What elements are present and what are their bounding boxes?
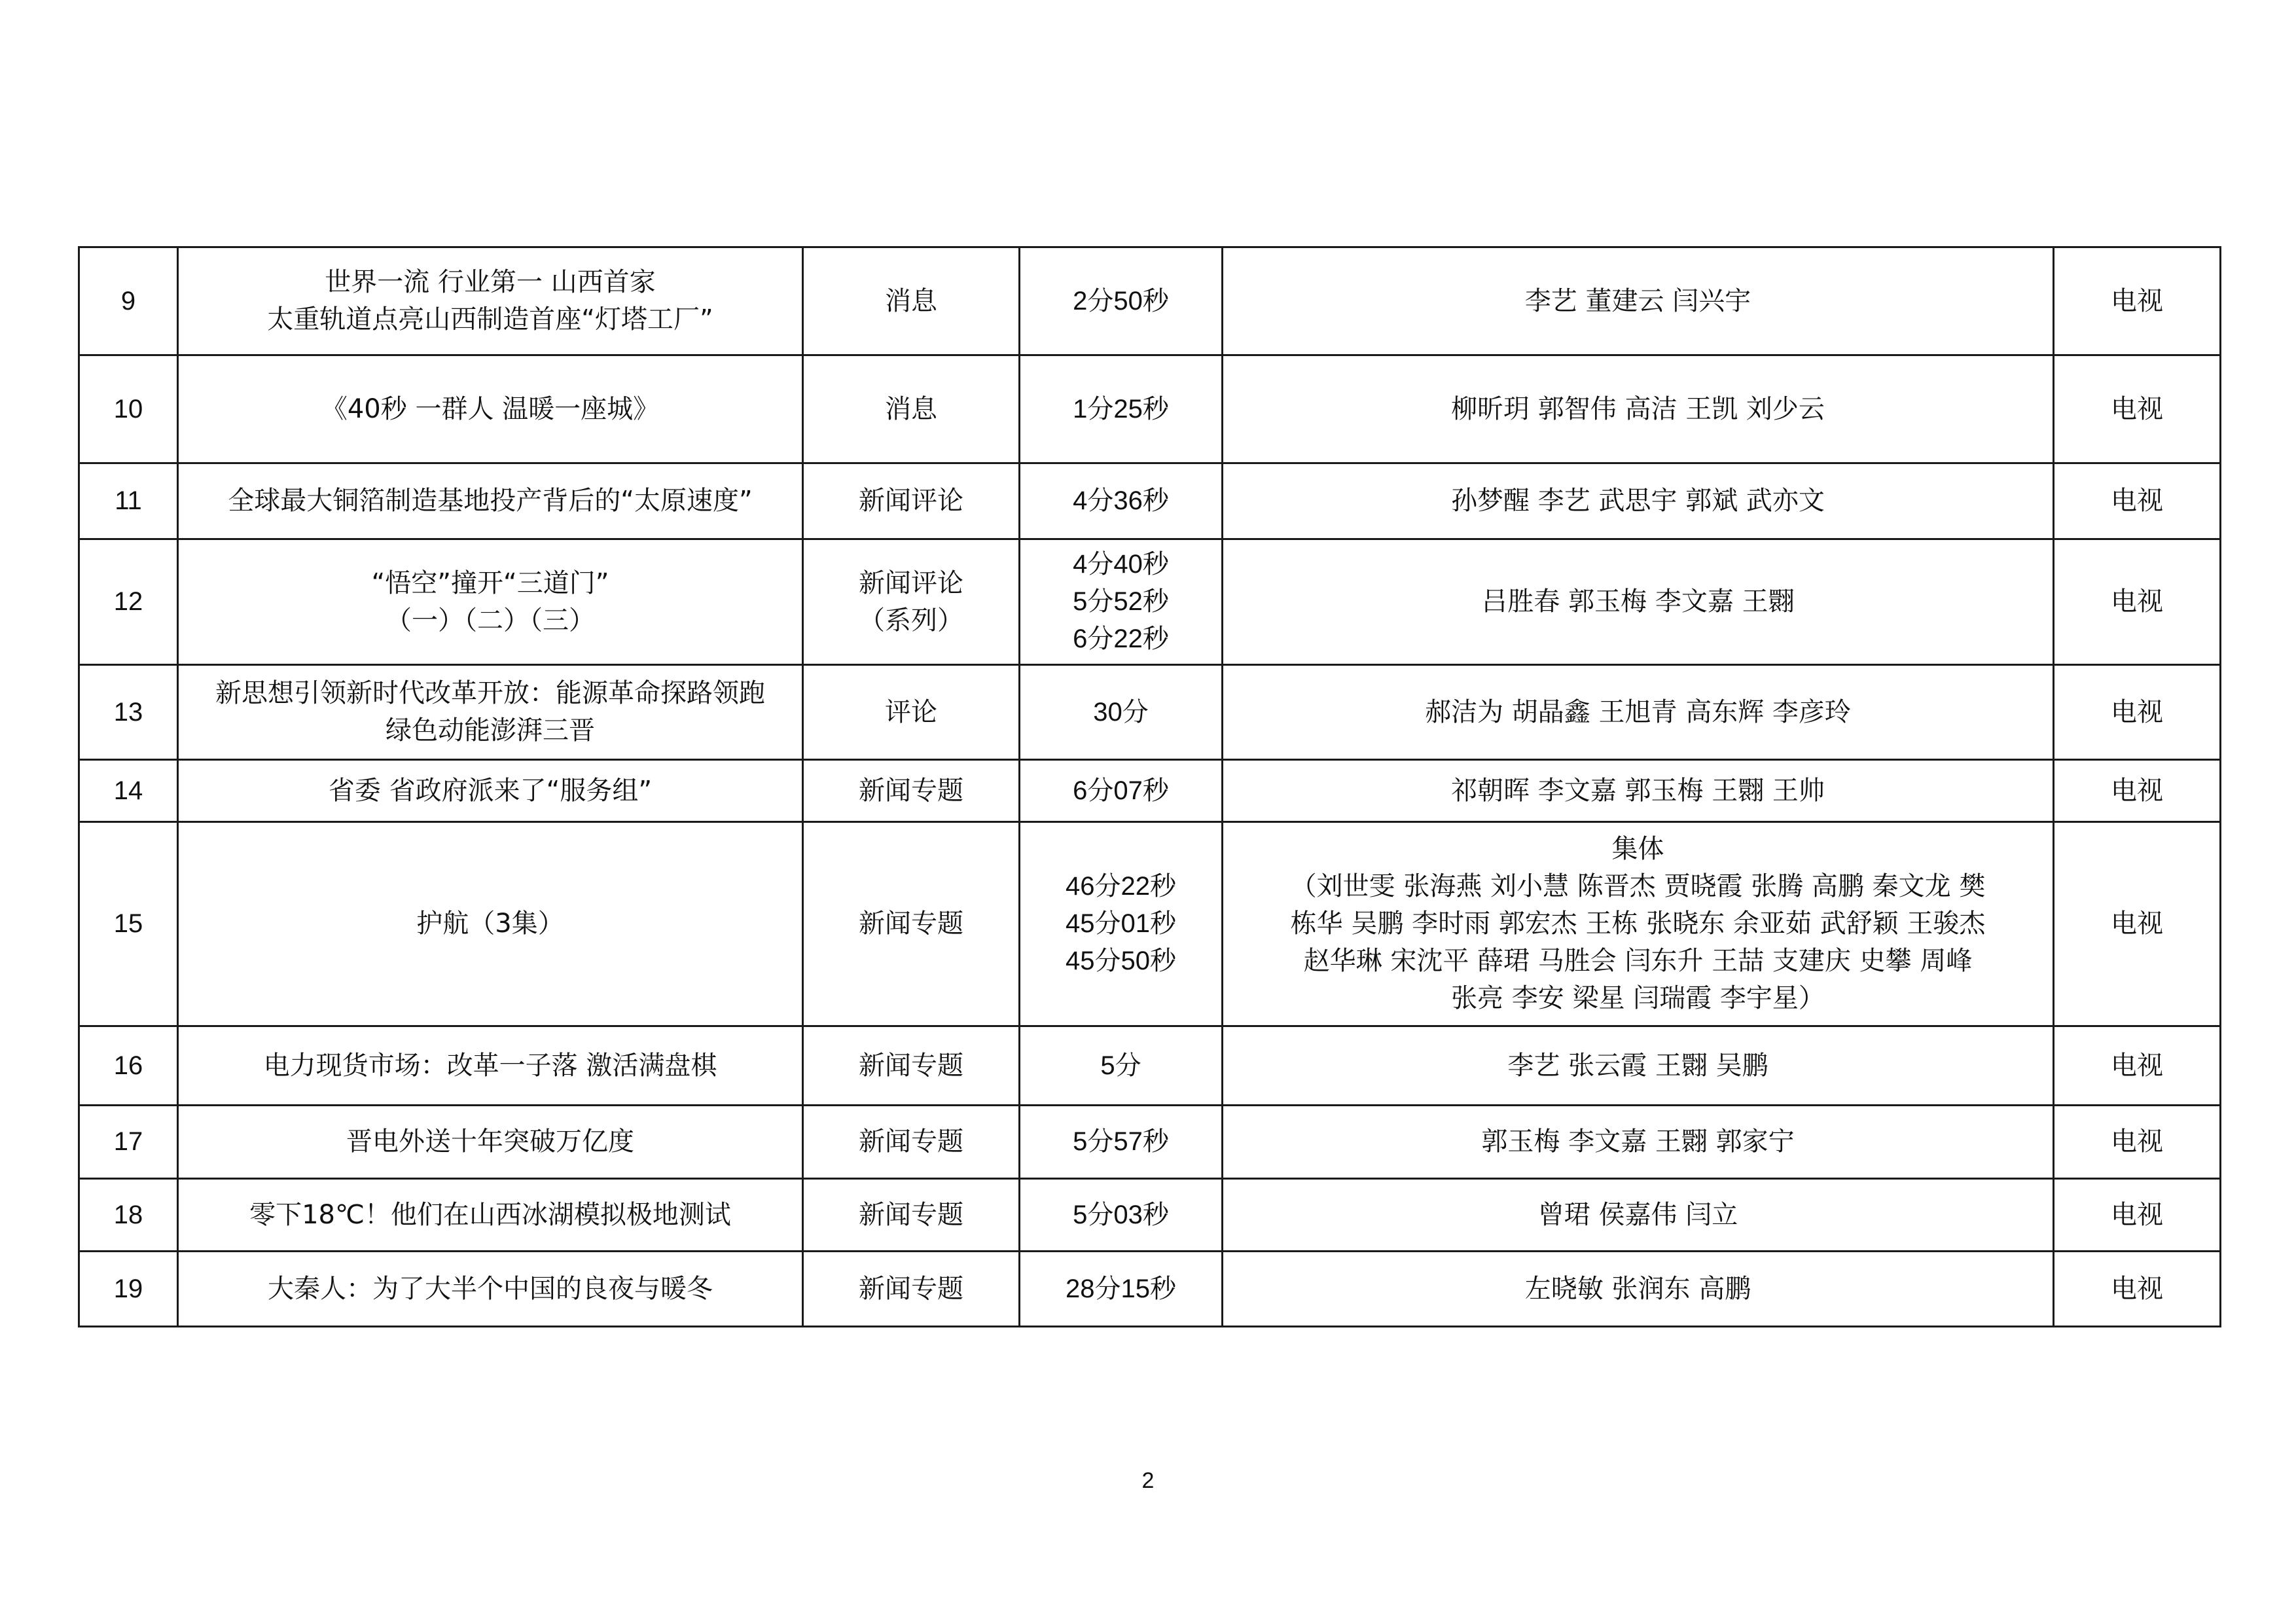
duration-line: 6分22秒	[1073, 624, 1169, 653]
media-cell	[2054, 1252, 2221, 1327]
title-cell	[178, 539, 803, 665]
authors-line: 郭玉梅 李文嘉 王翾 郭家宁	[1481, 1127, 1795, 1157]
authors-cell	[1223, 1026, 2054, 1106]
title-line: “悟空”撞开“三道门”	[371, 568, 609, 598]
title-line: 太重轨道点亮山西制造首座“灯塔工厂”	[267, 304, 713, 334]
genre-cell	[803, 665, 1020, 760]
row-number-cell	[79, 247, 178, 355]
title-line: 电力现货市场：改革一子落 激活满盘棋	[263, 1050, 717, 1081]
genre-cell	[803, 822, 1020, 1026]
genre-line: 新闻专题	[859, 1273, 963, 1304]
duration-line: 30分	[1093, 697, 1149, 727]
media-type: 电视	[2111, 1127, 2163, 1157]
media-type: 电视	[2111, 285, 2163, 316]
row-number: 12	[113, 587, 143, 616]
authors-cell	[1223, 822, 2054, 1026]
genre-line: 新闻专题	[859, 775, 963, 806]
table-row	[79, 355, 2221, 463]
row-number: 9	[120, 286, 136, 316]
media-cell	[2054, 822, 2221, 1026]
table-row	[79, 1252, 2221, 1327]
duration-line: 6分07秒	[1073, 776, 1169, 805]
authors-cell	[1223, 1106, 2054, 1179]
row-number: 10	[113, 394, 143, 424]
title-cell	[178, 822, 803, 1026]
duration-line: 5分03秒	[1073, 1200, 1169, 1229]
media-type: 电视	[2111, 1273, 2163, 1304]
duration-cell	[1020, 822, 1223, 1026]
row-number-cell	[79, 1106, 178, 1179]
authors-line: （刘世雯 张海燕 刘小慧 陈晋杰 贾晓霞 张腾 高鹏 秦文龙 樊	[1290, 871, 1986, 901]
genre-cell	[803, 1026, 1020, 1106]
genre-line: 新闻专题	[859, 1199, 963, 1230]
row-number-cell	[79, 1252, 178, 1327]
table-row	[79, 822, 2221, 1026]
genre-line: 评论	[885, 696, 937, 727]
genre-cell	[803, 463, 1020, 539]
genre-cell	[803, 1106, 1020, 1179]
media-cell	[2054, 247, 2221, 355]
duration-line: 45分50秒	[1066, 947, 1176, 975]
authors-line: 祁朝晖 李文嘉 郭玉梅 王翾 王帅	[1451, 775, 1825, 806]
title-line: 零下18℃！他们在山西冰湖模拟极地测试	[249, 1199, 731, 1230]
authors-line: 集体	[1611, 834, 1664, 864]
media-type: 电视	[2111, 486, 2163, 516]
duration-cell	[1020, 1106, 1223, 1179]
authors-cell	[1223, 355, 2054, 463]
media-type: 电视	[2111, 1199, 2163, 1230]
table-row	[79, 463, 2221, 539]
title-cell	[178, 1026, 803, 1106]
title-line: 护航（3集）	[416, 909, 564, 939]
duration-cell	[1020, 760, 1223, 822]
title-line: （一）（二）（三）	[386, 605, 595, 636]
table-row	[79, 1179, 2221, 1252]
title-cell	[178, 463, 803, 539]
duration-line: 5分	[1100, 1051, 1141, 1080]
title-cell	[178, 1106, 803, 1179]
genre-line: 新闻专题	[859, 1050, 963, 1081]
media-cell	[2054, 1179, 2221, 1252]
row-number: 11	[115, 486, 142, 515]
media-type: 电视	[2111, 393, 2163, 424]
row-number-cell	[79, 355, 178, 463]
authors-cell	[1223, 1179, 2054, 1252]
title-cell	[178, 760, 803, 822]
authors-cell	[1223, 665, 2054, 760]
awards-table	[78, 246, 2221, 1327]
duration-cell	[1020, 1026, 1223, 1106]
duration-line: 5分57秒	[1073, 1127, 1169, 1156]
duration-cell	[1020, 463, 1223, 539]
authors-cell	[1223, 1252, 2054, 1327]
row-number: 14	[113, 776, 143, 805]
duration-line: 4分36秒	[1073, 486, 1169, 515]
duration-line: 4分40秒	[1073, 550, 1169, 579]
row-number-cell	[79, 760, 178, 822]
media-cell	[2054, 760, 2221, 822]
awards-table-body	[79, 247, 2221, 1327]
title-cell	[178, 665, 803, 760]
media-cell	[2054, 665, 2221, 760]
authors-line: 柳昕玥 郭智伟 高洁 王凯 刘少云	[1451, 393, 1825, 424]
genre-cell	[803, 1252, 1020, 1327]
title-line: 晋电外送十年突破万亿度	[346, 1127, 634, 1157]
duration-cell	[1020, 539, 1223, 665]
page-number: 2	[1141, 1468, 1155, 1493]
table-row	[79, 760, 2221, 822]
media-cell	[2054, 1026, 2221, 1106]
authors-cell	[1223, 539, 2054, 665]
media-type: 电视	[2111, 1050, 2163, 1081]
table-row	[79, 1106, 2221, 1179]
authors-cell	[1223, 247, 2054, 355]
duration-line: 45分01秒	[1066, 909, 1176, 938]
row-number-cell	[79, 1026, 178, 1106]
title-line: 《40秒 一群人 温暖一座城》	[321, 393, 660, 424]
genre-line: 新闻专题	[859, 1127, 963, 1157]
genre-cell	[803, 539, 1020, 665]
row-number: 13	[113, 697, 143, 727]
table-row	[79, 247, 2221, 355]
genre-line: 新闻专题	[859, 909, 963, 939]
duration-line: 5分52秒	[1073, 587, 1169, 616]
title-line: 新思想引领新时代改革开放：能源革命探路领跑	[215, 678, 765, 708]
duration-line: 46分22秒	[1066, 872, 1176, 901]
authors-line: 曾珺 侯嘉伟 闫立	[1537, 1199, 1738, 1230]
genre-line: 新闻评论	[859, 568, 963, 598]
row-number: 18	[113, 1200, 143, 1229]
authors-line: 李艺 董建云 闫兴宇	[1524, 285, 1751, 316]
title-line: 大秦人：为了大半个中国的良夜与暖冬	[268, 1273, 713, 1304]
authors-line: 张亮 李安 梁星 闫瑞霞 李宇星）	[1451, 983, 1825, 1013]
title-line: 省委 省政府派来了“服务组”	[328, 775, 653, 806]
authors-line: 孙梦醒 李艺 武思宇 郭斌 武亦文	[1451, 486, 1825, 516]
title-cell	[178, 247, 803, 355]
title-line: 绿色动能澎湃三晋	[386, 715, 595, 746]
duration-cell	[1020, 1252, 1223, 1327]
duration-line: 2分50秒	[1073, 286, 1169, 316]
duration-cell	[1020, 1179, 1223, 1252]
media-type: 电视	[2111, 909, 2163, 939]
title-cell	[178, 1252, 803, 1327]
row-number-cell	[79, 539, 178, 665]
row-number: 19	[113, 1274, 143, 1303]
duration-cell	[1020, 247, 1223, 355]
genre-cell	[803, 760, 1020, 822]
duration-line: 1分25秒	[1073, 394, 1169, 424]
media-cell	[2054, 463, 2221, 539]
table-row	[79, 539, 2221, 665]
media-cell	[2054, 539, 2221, 665]
genre-line: 消息	[885, 393, 937, 424]
title-line: 世界一流 行业第一 山西首家	[325, 267, 656, 297]
title-cell	[178, 355, 803, 463]
duration-cell	[1020, 355, 1223, 463]
genre-line: 新闻评论	[859, 486, 963, 516]
duration-cell	[1020, 665, 1223, 760]
title-cell	[178, 1179, 803, 1252]
row-number: 17	[113, 1127, 143, 1156]
authors-line: 李艺 张云霞 王翾 吴鹏	[1507, 1050, 1768, 1081]
authors-line: 赵华琳 宋沈平 薛珺 马胜会 闫东升 王喆 支建庆 史攀 周峰	[1303, 946, 1973, 976]
media-type: 电视	[2111, 586, 2163, 617]
genre-cell	[803, 1179, 1020, 1252]
row-number-cell	[79, 665, 178, 760]
authors-line: 郝洁为 胡晶鑫 王旭青 高东辉 李彦玲	[1425, 696, 1851, 727]
authors-line: 吕胜春 郭玉梅 李文嘉 王翾	[1481, 586, 1795, 617]
genre-line: （系列）	[859, 605, 963, 636]
media-cell	[2054, 355, 2221, 463]
media-type: 电视	[2111, 696, 2163, 727]
media-type: 电视	[2111, 775, 2163, 806]
row-number: 16	[113, 1051, 143, 1080]
genre-line: 消息	[885, 285, 937, 316]
authors-line: 左晓敏 张润东 高鹏	[1524, 1273, 1751, 1304]
media-cell	[2054, 1106, 2221, 1179]
row-number: 15	[113, 909, 143, 938]
table-row	[79, 1026, 2221, 1106]
authors-line: 栋华 吴鹏 李时雨 郭宏杰 王栋 张晓东 余亚茹 武舒颖 王骏杰	[1290, 909, 1986, 939]
authors-cell	[1223, 463, 2054, 539]
genre-cell	[803, 247, 1020, 355]
row-number-cell	[79, 463, 178, 539]
authors-cell	[1223, 760, 2054, 822]
row-number-cell	[79, 822, 178, 1026]
table-row	[79, 665, 2221, 760]
genre-cell	[803, 355, 1020, 463]
title-line: 全球最大铜箔制造基地投产背后的“太原速度”	[228, 486, 753, 516]
row-number-cell	[79, 1179, 178, 1252]
duration-line: 28分15秒	[1066, 1274, 1176, 1303]
